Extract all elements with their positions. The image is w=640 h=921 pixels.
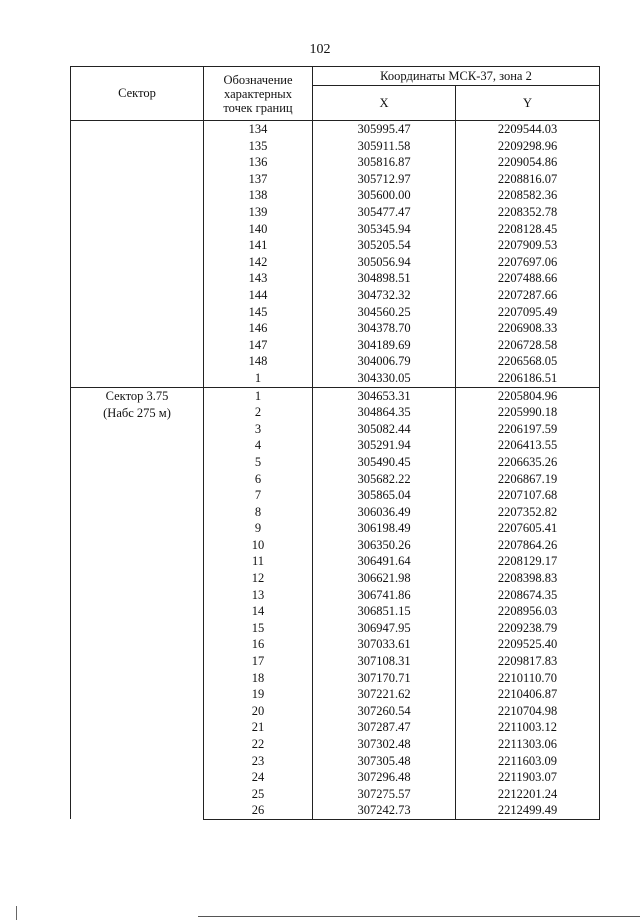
y-coordinate-cell: 2208582.36 — [456, 187, 600, 204]
point-number-cell: 3 — [204, 421, 313, 438]
y-coordinate-cell: 2208128.45 — [456, 221, 600, 238]
y-coordinate-cell: 2212201.24 — [456, 786, 600, 803]
y-coordinate-cell: 2208816.07 — [456, 171, 600, 188]
y-coordinate-cell: 2207697.06 — [456, 254, 600, 271]
point-number-cell: 8 — [204, 504, 313, 521]
x-coordinate-cell: 304898.51 — [313, 270, 456, 287]
point-number-cell: 137 — [204, 171, 313, 188]
y-coordinate-cell: 2207352.82 — [456, 504, 600, 521]
point-number-cell: 11 — [204, 553, 313, 570]
y-coordinate-cell: 2206635.26 — [456, 454, 600, 471]
point-number-cell: 10 — [204, 537, 313, 554]
y-coordinate-cell: 2206413.55 — [456, 437, 600, 454]
point-number-cell: 135 — [204, 138, 313, 155]
point-number-cell: 17 — [204, 653, 313, 670]
y-coordinate-cell: 2211603.09 — [456, 753, 600, 770]
x-coordinate-cell: 305712.97 — [313, 171, 456, 188]
x-coordinate-cell: 305490.45 — [313, 454, 456, 471]
x-coordinate-cell: 306947.95 — [313, 620, 456, 637]
x-coordinate-cell: 304653.31 — [313, 387, 456, 404]
point-number-cell: 22 — [204, 736, 313, 753]
point-number-cell: 4 — [204, 437, 313, 454]
y-coordinate-cell: 2211003.12 — [456, 719, 600, 736]
point-number-cell: 146 — [204, 320, 313, 337]
point-number-cell: 143 — [204, 270, 313, 287]
x-coordinate-cell: 305477.47 — [313, 204, 456, 221]
point-number-cell: 23 — [204, 753, 313, 770]
table-row — [71, 121, 600, 138]
y-coordinate-cell: 2207605.41 — [456, 520, 600, 537]
point-number-cell: 136 — [204, 154, 313, 171]
x-coordinate-cell: 305082.44 — [313, 421, 456, 438]
x-coordinate-cell: 305291.94 — [313, 437, 456, 454]
x-coordinate-cell: 304330.05 — [313, 370, 456, 387]
x-coordinate-cell: 307287.47 — [313, 719, 456, 736]
y-coordinate-cell: 2208674.35 — [456, 587, 600, 604]
x-coordinate-cell: 305816.87 — [313, 154, 456, 171]
point-number-cell: 13 — [204, 587, 313, 604]
point-number-cell: 19 — [204, 686, 313, 703]
point-number-cell: 134 — [204, 121, 313, 138]
x-coordinate-cell: 304006.79 — [313, 353, 456, 370]
y-coordinate-cell: 2208956.03 — [456, 603, 600, 620]
x-coordinate-cell: 306491.64 — [313, 553, 456, 570]
point-number-cell: 20 — [204, 703, 313, 720]
x-coordinate-cell: 305345.94 — [313, 221, 456, 238]
x-coordinate-cell: 306350.26 — [313, 537, 456, 554]
coordinates-table — [70, 66, 600, 820]
y-coordinate-cell: 2209298.96 — [456, 138, 600, 155]
y-coordinate-cell: 2209054.86 — [456, 154, 600, 171]
x-coordinate-cell: 305995.47 — [313, 121, 456, 138]
y-coordinate-cell: 2209817.83 — [456, 653, 600, 670]
x-coordinate-cell: 304378.70 — [313, 320, 456, 337]
y-coordinate-cell: 2207864.26 — [456, 537, 600, 554]
point-number-cell: 141 — [204, 237, 313, 254]
y-coordinate-cell: 2207107.68 — [456, 487, 600, 504]
x-coordinate-cell: 304560.25 — [313, 304, 456, 321]
x-coordinate-cell: 307108.31 — [313, 653, 456, 670]
point-number-cell: 144 — [204, 287, 313, 304]
y-coordinate-cell: 2205804.96 — [456, 387, 600, 404]
sector-name-line: (Набс 275 м) — [103, 405, 171, 420]
point-header-line: точек границ — [223, 100, 293, 115]
x-coordinate-cell: 307275.57 — [313, 786, 456, 803]
y-coordinate-cell: 2208129.17 — [456, 553, 600, 570]
x-coordinate-cell: 305600.00 — [313, 187, 456, 204]
y-coordinate-cell: 2211303.06 — [456, 736, 600, 753]
point-number-cell: 25 — [204, 786, 313, 803]
x-coordinate-cell: 304189.69 — [313, 337, 456, 354]
point-number-cell: 140 — [204, 221, 313, 238]
point-number-cell: 148 — [204, 353, 313, 370]
point-number-cell: 12 — [204, 570, 313, 587]
point-number-cell: 15 — [204, 620, 313, 637]
x-coordinate-cell: 307305.48 — [313, 753, 456, 770]
y-coordinate-cell: 2207287.66 — [456, 287, 600, 304]
x-coordinate-cell: 307260.54 — [313, 703, 456, 720]
x-coordinate-cell: 305682.22 — [313, 470, 456, 487]
point-number-cell: 24 — [204, 769, 313, 786]
x-coordinate-cell: 306851.15 — [313, 603, 456, 620]
x-coordinate-cell: 305865.04 — [313, 487, 456, 504]
point-number-cell: 142 — [204, 254, 313, 271]
coordinates-group-header: Координаты МСК-37, зона 2 — [313, 67, 600, 86]
point-header-line: Обозначение — [223, 72, 293, 87]
x-coordinate-cell: 305205.54 — [313, 237, 456, 254]
x-coordinate-cell: 307242.73 — [313, 802, 456, 819]
x-coordinate-cell: 306198.49 — [313, 520, 456, 537]
table-row — [71, 387, 600, 404]
x-coordinate-cell: 307302.48 — [313, 736, 456, 753]
y-coordinate-cell: 2209544.03 — [456, 121, 600, 138]
y-coordinate-cell: 2206186.51 — [456, 370, 600, 387]
point-number-cell: 16 — [204, 636, 313, 653]
y-coordinate-cell: 2210704.98 — [456, 703, 600, 720]
x-coordinate-cell: 304732.32 — [313, 287, 456, 304]
point-number-cell: 18 — [204, 670, 313, 687]
y-coordinate-cell: 2210110.70 — [456, 670, 600, 687]
scan-edge-mark — [0, 906, 17, 920]
y-coordinate-cell: 2207095.49 — [456, 304, 600, 321]
x-coordinate-cell: 307170.71 — [313, 670, 456, 687]
x-coordinate-cell: 307221.62 — [313, 686, 456, 703]
point-number-cell: 138 — [204, 187, 313, 204]
sector-name-cell — [71, 387, 204, 819]
sector-name-cell — [71, 121, 204, 388]
page-number: 102 — [309, 42, 331, 57]
page-bottom-edge — [198, 916, 640, 917]
x-coordinate-cell: 304864.35 — [313, 404, 456, 421]
point-number-cell: 139 — [204, 204, 313, 221]
point-number-cell: 21 — [204, 719, 313, 736]
x-coordinate-cell: 306036.49 — [313, 504, 456, 521]
point-number-cell: 7 — [204, 487, 313, 504]
x-coordinate-cell: 305911.58 — [313, 138, 456, 155]
y-coordinate-cell: 2206728.58 — [456, 337, 600, 354]
point-number-cell: 1 — [204, 387, 313, 404]
x-coordinate-cell: 307033.61 — [313, 636, 456, 653]
y-coordinate-cell: 2212499.49 — [456, 802, 600, 819]
x-column-header: X — [313, 86, 456, 121]
sector-column-header: Сектор — [71, 67, 204, 121]
point-number-cell: 2 — [204, 404, 313, 421]
y-coordinate-cell: 2209238.79 — [456, 620, 600, 637]
point-column-header — [204, 67, 313, 121]
x-coordinate-cell: 306741.86 — [313, 587, 456, 604]
y-coordinate-cell: 2206867.19 — [456, 470, 600, 487]
x-coordinate-cell: 306621.98 — [313, 570, 456, 587]
table-body — [71, 121, 600, 820]
y-coordinate-cell: 2207488.66 — [456, 270, 600, 287]
y-coordinate-cell: 2210406.87 — [456, 686, 600, 703]
point-number-cell: 26 — [204, 802, 313, 819]
x-coordinate-cell: 305056.94 — [313, 254, 456, 271]
y-coordinate-cell: 2208352.78 — [456, 204, 600, 221]
point-header-line: характерных — [224, 86, 292, 101]
y-coordinate-cell: 2207909.53 — [456, 237, 600, 254]
table-header — [71, 67, 600, 121]
point-number-cell: 14 — [204, 603, 313, 620]
point-number-cell: 5 — [204, 454, 313, 471]
sector-name-line: Сектор 3.75 — [105, 388, 169, 403]
y-coordinate-cell: 2211903.07 — [456, 769, 600, 786]
y-coordinate-cell: 2206908.33 — [456, 320, 600, 337]
y-coordinate-cell: 2205990.18 — [456, 404, 600, 421]
point-number-cell: 9 — [204, 520, 313, 537]
y-coordinate-cell: 2206568.05 — [456, 353, 600, 370]
y-coordinate-cell: 2208398.83 — [456, 570, 600, 587]
y-coordinate-cell: 2206197.59 — [456, 421, 600, 438]
y-coordinate-cell: 2209525.40 — [456, 636, 600, 653]
point-number-cell: 6 — [204, 470, 313, 487]
point-number-cell: 147 — [204, 337, 313, 354]
point-number-cell: 1 — [204, 370, 313, 387]
x-coordinate-cell: 307296.48 — [313, 769, 456, 786]
point-number-cell: 145 — [204, 304, 313, 321]
y-column-header: Y — [456, 86, 600, 121]
